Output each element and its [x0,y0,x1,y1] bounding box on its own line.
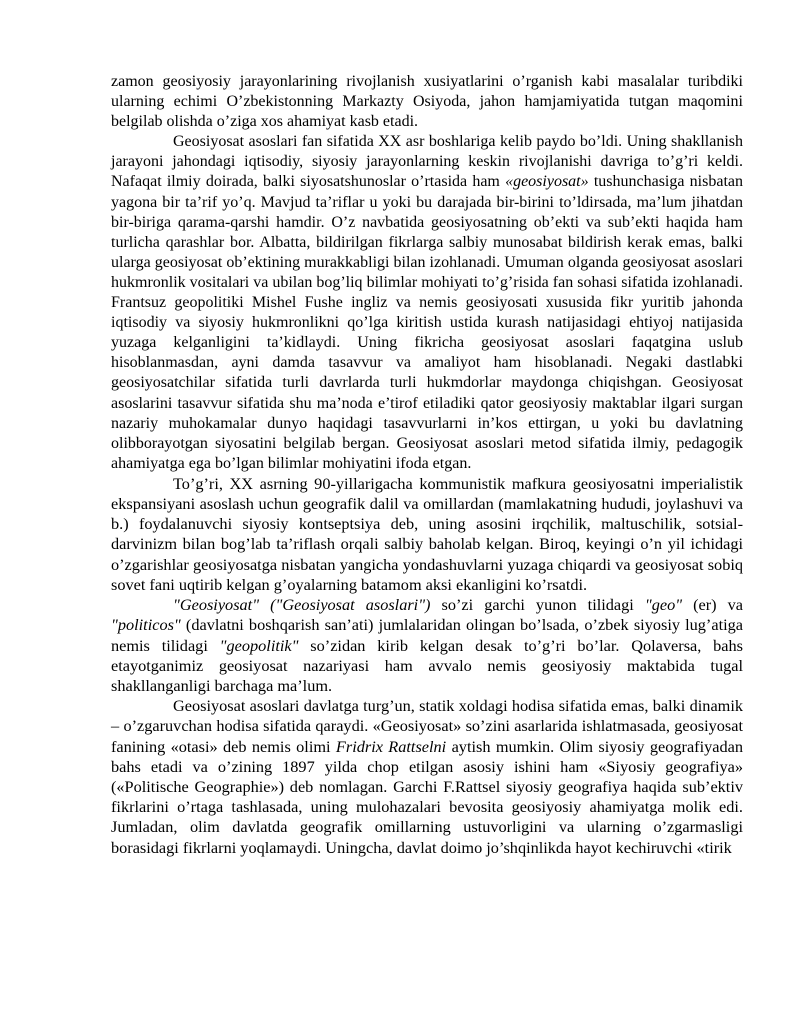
paragraph-text: so’zidan kirib kelgan desak to’g’ri bo’lar. Qolaversa, bahs etayotganimiz geosiyosat nazariyasi ham avvalo nemis geosiyosiy maktabida tugal shakllanganligi barchaga ma’lum. [111,635,743,695]
italic-term: «geosiyosat» [505,173,589,191]
italic-term: "geo" [644,595,683,615]
paragraph-text: To’g’ri, XX asrning 90-yillarigacha kommunistik mafkura geosiyosatni imperialistik ekspansiyani asoslash uchun geografik dalil va omillardan (mamlakatning hududi, joylashuvi va b.) foydalanuvchi siyosiy kontseptsiya deb, uning asosini irqchilik, maltuschilik, sotsial-darvinizm bilan bog’lab ta’riflash orqali salbiy baholab kelgan. Biroq, keyingi o’n yil ichidagi o’zgarishlar geosiyosatga nisbatan yangicha yondashuvlarni yuzaga chiqardi va geosiyosat sobiq sovet fani uqtirib kelgan g’oyalarning batamom aksi ekanligini ko’rsatdi. [111,473,743,594]
italic-term: "politicos" [111,615,181,635]
paragraph-text: Geosiyosat asoslari davlatga turg’un, statik xoldagi hodisa sifatida emas, balki dinamik – o’zgaruvchan hodisa sifatida qaraydi. «Geosiyosat» so’zini asarlarida ishlatmasada, geosiyosat fanining «otasi» deb nemis olimi [111,696,743,756]
italic-name: Fridrix Rattselni [335,736,447,756]
italic-term: "geopolitik" [219,635,299,655]
paragraph-3 [111,474,743,595]
paragraph-4 [111,595,743,696]
paragraph-text: (er) va [682,595,743,615]
paragraph-text: aytish mumkin. Olim siyosiy geografiyadan bahs etadi va o’zining 1897 yilda chop etilgan asosiy ishini ham «Siyosiy geografiya» («Politische Geographie») deb nomlagan. Garchi F.Rattsel siyosiy geografiya haqida sub’ektiv fikrlarini o’rtaga tashlasada, uning mulohazalari bevosita geosiyosiy ahamiyatga molik edi. Jumladan, olim davlatda geografik omillarning ustuvorligini va ularning o’zgarmasligi borasidagi fikrlarni yoqlamaydi. Uningcha, davlat doimo jo’shqinlikda hayot kechiruvchi «tirik [111,736,744,857]
paragraph-5 [111,696,743,858]
document-body [111,72,743,858]
paragraph-text: Geosiyosat asoslari fan sifatida XX asr boshlariga kelib paydo bo’ldi. Uning shakllanish jarayoni jahondagi iqtisodiy, siyosiy jarayonlarning keskin rivojlanishi davriga to’g’ri keldi. Nafaqat ilmiy doirada, balki siyosatshunoslar o’rtasida ham [111,133,743,191]
italic-term: "Geosiyosat" ("Geosiyosat asoslari") [173,595,431,615]
paragraph-text: so’zi garchi yunon tilidagi [430,595,645,615]
paragraph-text: zamon geosiyosiy jarayonlarining rivojlanish xusiyatlarini o’rganish kabi masalalar turibdiki ularning echimi O’zbekistonning Markazty Osiyoda, jahon hamjamiyatida tutgan maqomini belgilab olishda o’ziga xos ahamiyat kasb etadi. [111,73,743,131]
paragraph-text: (davlatni boshqarish san’ati) jumlalaridan olingan bo’lsada, o’zbek siyosiy lug’atiga nemis tilidagi [111,615,743,655]
paragraph-1 [111,72,743,132]
document-body-lower [111,474,743,858]
paragraph-2 [111,132,743,474]
paragraph-text: tushunchasiga nisbatan yagona bir ta’rif yo’q. Mavjud ta’riflar u yoki bu darajada bir-birini to’ldirsada, ma’lum jihatdan bir-biriga qarama-qarshi hamdir. O’z navbatida geosiyosatning ob’ekti va sub’ekti haqida ham turlicha qarashlar bor. Albatta, bildirilgan fikrlarga salbiy munosabat bildirish kerak emas, balki ularga geosiyosat ob’ektining murakkabligi bilan izohlanadi. Umuman olganda geosiyosat asoslari hukmronlik vositalari va ubilan bog’liq bilimlar mohiyati to’g’risida fan sohasi sifatida izohlanadi. Frantsuz geopolitiki Mishel Fushe ingliz va nemis geosiyosati xususida fikr yuritib jahonda iqtisodiy va siyosiy hukmronlikni qo’lga kiritish ustida kurash natijasidagi ehtiyoj natijasida yuzaga kelganligini ta’kidlaydi. Uning fikricha geosiyosat asoslari faqatgina uslub hisoblanmasdan, ayni damda tasavvur va amaliyot ham hisoblanadi. Negaki dastlabki geosiyosatchilar sifatida turli davrlarda turli hukmdorlar maydonga chiqishgan. Geosiyosat asoslarini tasavvur sifatida shu ma’noda e’tirof etiladiki qator geosiyosiy maktablar ilgari surgan nazariy muhokamalar dunyo haqidagi tasavvurlarni in’kos ettirgan, u yoki bu davlatning olibborayotgan siyosatini belgilab bergan. Geosiyosat asoslari metod sifatida ilmiy, pedagogik ahamiyatga ega bo’lgan bilimlar mohiyatini ifoda etgan. [111,173,743,472]
